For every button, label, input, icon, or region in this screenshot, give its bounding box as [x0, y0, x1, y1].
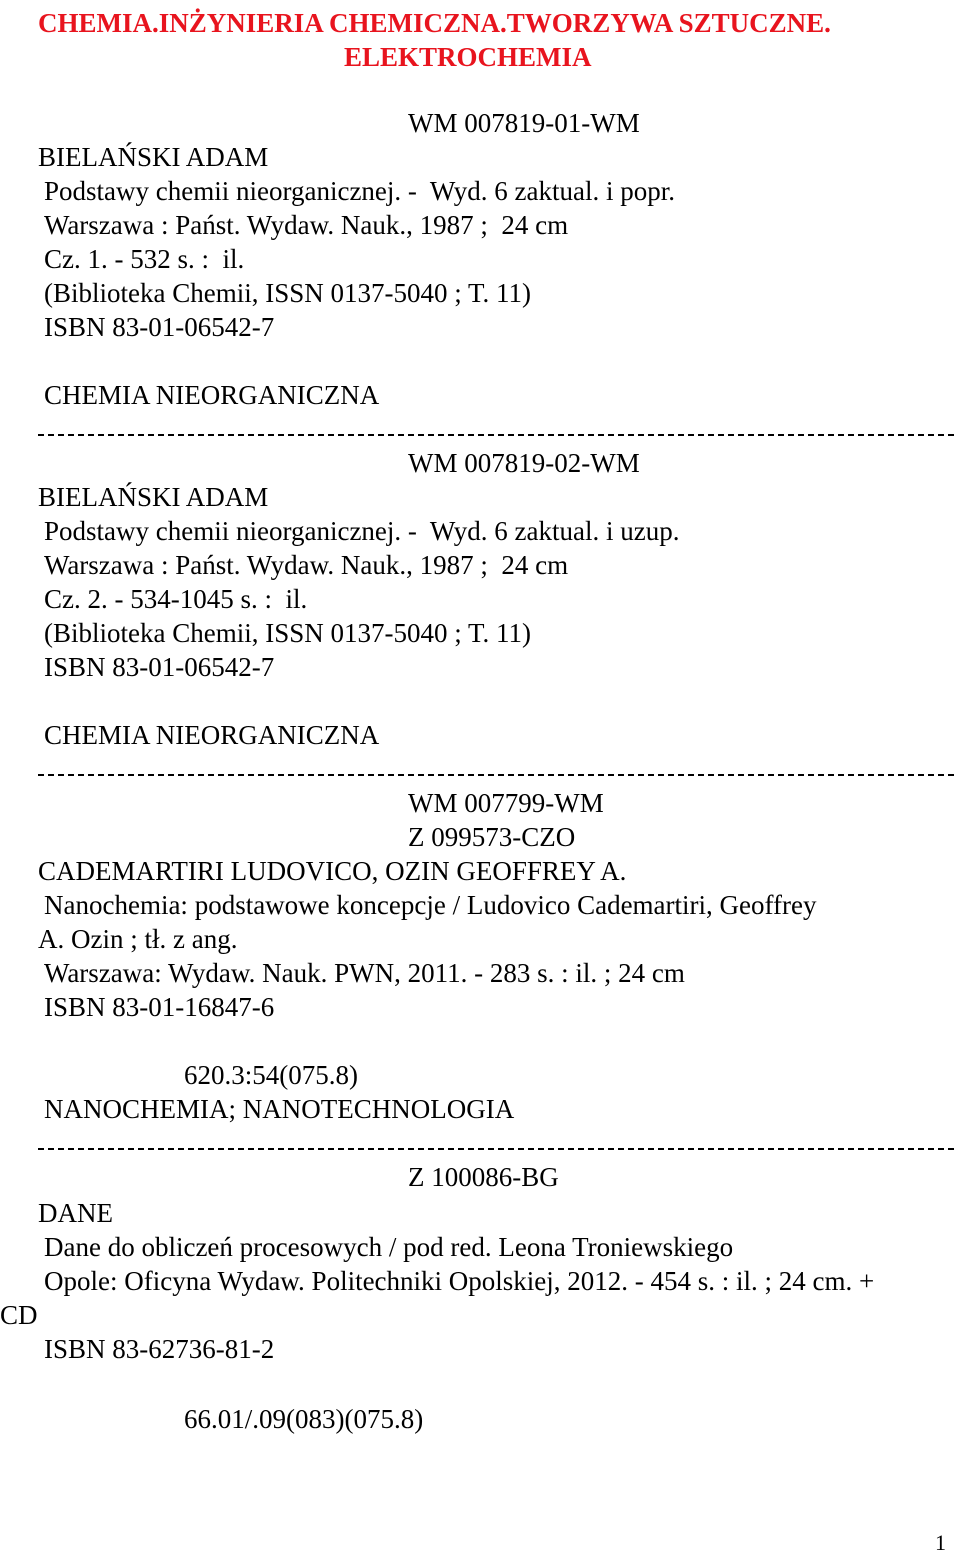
- record-separator-1: [38, 434, 954, 436]
- record-3-publication: Warszawa: Wydaw. Nauk. PWN, 2011. - 283 s. : il. ; 24 cm: [44, 958, 685, 988]
- record-separator-3: [38, 1148, 954, 1150]
- record-separator-2: [38, 774, 954, 776]
- record-4-isbn: ISBN 83-62736-81-2: [44, 1334, 275, 1364]
- record-3-title: Nanochemia: podstawowe koncepcje / Ludovico Cademartiri, Geoffrey: [44, 890, 817, 920]
- record-2-title: Podstawy chemii nieorganicznej. - Wyd. 6 zaktual. i uzup.: [44, 516, 680, 546]
- record-3-call-number-2: Z 099573-CZO: [408, 822, 576, 852]
- record-3-title-cont: A. Ozin ; tł. z ang.: [38, 924, 238, 954]
- section-heading-line-2: ELEKTROCHEMIA: [344, 42, 592, 72]
- record-4-call-number: Z 100086-BG: [408, 1162, 559, 1192]
- record-3-udc: 620.3:54(075.8): [184, 1060, 358, 1090]
- record-4-author: DANE: [38, 1198, 113, 1228]
- record-2-author: BIELAŃSKI ADAM: [38, 482, 269, 512]
- record-1-publication: Warszawa : Państ. Wydaw. Nauk., 1987 ; 24 cm: [44, 210, 569, 240]
- record-1-author: BIELAŃSKI ADAM: [38, 142, 269, 172]
- record-3-isbn: ISBN 83-01-16847-6: [44, 992, 275, 1022]
- record-2-isbn: ISBN 83-01-06542-7: [44, 652, 275, 682]
- record-4-title: Dane do obliczeń procesowych / pod red. Leona Troniewskiego: [44, 1232, 734, 1262]
- record-2-extent: Cz. 2. - 534-1045 s. : il.: [44, 584, 308, 614]
- record-1-call-number: WM 007819-01-WM: [408, 108, 640, 138]
- record-3-author: CADEMARTIRI LUDOVICO, OZIN GEOFFREY A.: [38, 856, 627, 886]
- record-1-extent: Cz. 1. - 532 s. : il.: [44, 244, 245, 274]
- record-3-subject: NANOCHEMIA; NANOTECHNOLOGIA: [44, 1094, 515, 1124]
- record-2-series: (Biblioteka Chemii, ISSN 0137-5040 ; T. 11): [44, 618, 531, 648]
- page-number: 1: [935, 1530, 946, 1555]
- record-4-udc: 66.01/.09(083)(075.8): [184, 1404, 424, 1434]
- record-3-call-number: WM 007799-WM: [408, 788, 604, 818]
- section-heading-line-1: CHEMIA.INŻYNIERIA CHEMICZNA.TWORZYWA SZTUCZNE.: [38, 8, 831, 38]
- record-4-publication: Opole: Oficyna Wydaw. Politechniki Opolskiej, 2012. - 454 s. : il. ; 24 cm. +: [44, 1266, 875, 1296]
- record-1-title: Podstawy chemii nieorganicznej. - Wyd. 6 zaktual. i popr.: [44, 176, 675, 206]
- record-1-series: (Biblioteka Chemii, ISSN 0137-5040 ; T. 11): [44, 278, 531, 308]
- record-1-isbn: ISBN 83-01-06542-7: [44, 312, 275, 342]
- record-4-publication-cont: CD: [0, 1300, 38, 1330]
- record-2-call-number: WM 007819-02-WM: [408, 448, 640, 478]
- record-1-subject: CHEMIA NIEORGANICZNA: [44, 380, 380, 410]
- record-2-subject: CHEMIA NIEORGANICZNA: [44, 720, 380, 750]
- record-2-publication: Warszawa : Państ. Wydaw. Nauk., 1987 ; 24 cm: [44, 550, 569, 580]
